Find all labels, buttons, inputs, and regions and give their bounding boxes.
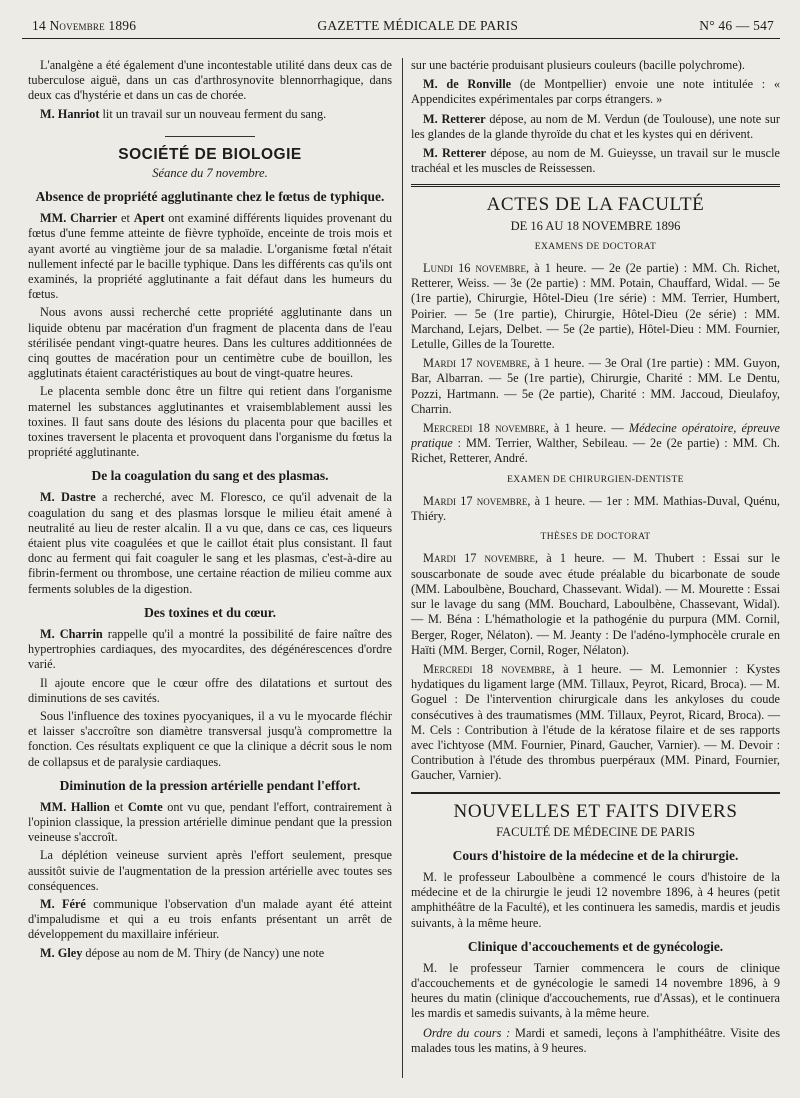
paragraph-text: à 1 heure. — M. Lemonnier : Kystes hydatiques du ligament large (MM. Tillaux, Peyrot, Ricard, Broca). — M. Goguel : De l'intervention chirurgicale dans les ankyloses du coude consécutives à des traumatismes (MM. Tillaux, Peyrot, Ricard, Broca). — M. Cels : Contribution à l'étude de la kératose filaire et de ses rapports avec l'ichtyose (MM. Fournier, Pinard, Gaucher, Varnier). — M. Devoir : Contribution à l'étude des thrombus puerpéraux (MM. Pinard, Fournier, Gaucher, Varnier). xyxy=(411,661,780,783)
paragraph xyxy=(411,77,780,107)
paragraph-text: : MM. Terrier, Walther, Sebileau. — 2e (2e partie) : MM. Ch. Richet, Retterer, André. xyxy=(411,436,780,466)
paragraph xyxy=(411,662,780,784)
day-label: Mardi 17 novembre, xyxy=(423,356,531,371)
seance-date: Séance du 7 novembre. xyxy=(152,166,268,181)
paragraph: M. le professeur Tarnier commencera le cours de clinique d'accouchements et de gynécologie le samedi 14 novembre 1896, à 9 heures du matin (clinique d'accouchements, rue d'Assas), et le continuera les mardis et samedis suivants, à la même heure. xyxy=(411,960,780,1021)
day-label: Mardi 17 novembre, xyxy=(423,551,539,566)
paragraph-text: rappelle qu'il a montré la possibilité de faire naître des hypertrophies cardiaques, des myocardites, des dégénérescences d'ordre varié. xyxy=(28,626,393,672)
paragraph: sur une bactérie produisant plusieurs couleurs (bacille polychrome). xyxy=(411,58,745,72)
subsection-title: Des toxines et du cœur. xyxy=(144,604,276,620)
day-label: Mardi 17 novembre, xyxy=(423,493,531,508)
paragraph: La déplétion veineuse survient après l'effort seulement, presque aussitôt suivie de l'augmentation de la pression artérielle avec toutes ses conséquences. xyxy=(28,848,393,893)
paragraph-text: a recherché, avec M. Floresco, ce qu'il advenait de la coagulation du sang et des plasmas lorsque le milieu était amené à neutralité au lieu de rester alcalin. Il a vu que, dans ce cas, ces liqueurs étaient plus vite coagulées et que le caillot était plus consistant. Il faut donc au ferment qui fait coaguler le sang et les plasmas, c'est-à-dire au fibrin-ferment ou thrombose, une certaine réaction de milieu comme aux ferments solubles de la digestion. xyxy=(28,490,393,596)
columns xyxy=(28,58,780,1078)
header-number: N° 46 — 547 xyxy=(699,18,774,33)
paragraph xyxy=(28,897,392,943)
subsection-title: EXAMEN DE CHIRURGIEN-DENTISTE xyxy=(507,474,684,485)
paragraph-text: communique l'observation d'un malade ayant été atteint d'impaludisme et qui a eu trois enfants présentant un arrêt de développement du maxillaire inférieur. xyxy=(28,896,393,942)
paragraph: Nous avons aussi recherché cette propriété agglutinante dans un liquide obtenu par macération d'un fragment de placenta dans de l'eau stérilisée pendant vingt-quatre heures. Dans les cultures additionnées de cinq gouttes de macération pour un centimètre cube de bouillon, les agglutinats étaient caractéristiques au bout de vingt-quatre heures. xyxy=(28,305,393,381)
day-label: Mercredi 18 novembre, xyxy=(423,421,549,436)
paragraph-text: à 1 heure. — 1er : MM. Mathias-Duval, Quénu, Thiéry. xyxy=(411,493,780,524)
paragraph-text: à 1 heure. — M. Thubert : Essai sur le souscarbonate de soude avec étude préalable du bicarbonate de soude (MM. Laboulbène, Bouchard, Chassevant. Widal). — M. Mourette : Essai sur le lavage du sang (MM. Bouchard, Laboulbène, Chassevant, Widal). — M. Béna : L'hémathologie et la pathogénie du purpura (MM. Cornil, Berger, Roger, Nélaton). — M. Jeanty : De l'adéno-lymphocèle crurale en Haïti (MM. Berger, Cornil, Roger, Nélaton). xyxy=(411,551,780,657)
author-name: M. Retterer xyxy=(423,111,486,126)
paragraph-text: à 1 heure. — xyxy=(548,421,629,436)
subsection-title: De la coagulation du sang et des plasmas. xyxy=(91,468,329,484)
author-name: M. Gley xyxy=(40,945,83,960)
header-date: 14 Novembre 1896 xyxy=(32,18,137,33)
subsection-title: Clinique d'accouchements et de gynécologie. xyxy=(467,938,724,954)
subsection-title: Diminution de la pression artérielle pendant l'effort. xyxy=(59,777,361,793)
paragraph xyxy=(28,946,392,961)
paragraph: Sous l'influence des toxines pyocyaniques, il a vu le myocarde fléchir et laisser s'accroître son diamètre transversal jusqu'à compromettre la fonction. Ces résultats expliquent ce que la clinique a décrit sous le nom de collapsus et de paralysie cardiaques. xyxy=(28,708,393,769)
paragraph-text: lit un travail sur un nouveau ferment du sang. xyxy=(99,106,327,121)
header-title: GAZETTE MÉDICALE DE PARIS xyxy=(317,18,519,33)
day-label: Mercredi 18 novembre, xyxy=(423,661,555,676)
author-name: MM. Hallion xyxy=(40,799,110,814)
paragraph xyxy=(411,551,780,657)
author-name: MM. Charrier xyxy=(40,211,118,226)
paragraph xyxy=(28,107,392,122)
paragraph xyxy=(411,494,780,524)
paragraph: L'analgène a été également d'une incontestable utilité dans deux cas de tuberculose aiguë, dans un cas d'arthrosynovite blennorrhagique, dans deux cas d'hystérie et dans un cas de chorée. xyxy=(28,58,393,103)
paragraph xyxy=(28,211,392,302)
paragraph-text: à 1 heure. — 3e Oral (1re partie) : MM. Guyon, Bar, Albarran. — 5e (1re partie), Chirurgie, Charité : MM. Le Dentu, Pozzi, Hartmann. — 5e (2e partie), Charité : MM. Jaccoud, Dieulafoy, Charrin. xyxy=(411,356,780,416)
section-title: NOUVELLES ET FAITS DIVERS xyxy=(453,800,738,822)
conjunction: et xyxy=(117,211,134,226)
subsection-title: EXAMENS DE DOCTORAT xyxy=(534,241,657,252)
paragraph: Le placenta semble donc être un filtre qui retient dans l'organisme maternel les substances agglutinantes et vraisemblablement aussi les toxines. Il faut sans doute des lésions du placenta pour que bacilles et toxines traversent le placenta et provoquent dans l'organisme du fœtus la propriété agglutinante. xyxy=(28,384,393,460)
section-title: ACTES DE LA FACULTÉ xyxy=(486,194,705,216)
paragraph: Il ajoute encore que le cœur offre des dilatations et surtout des diminutions de ses cavités. xyxy=(28,675,393,705)
author-name: M. Retterer xyxy=(423,146,487,161)
paragraph xyxy=(411,261,780,352)
separator xyxy=(165,136,255,137)
paragraph-text: ont examiné différents liquides provenant du fœtus d'une femme atteinte de fièvre typhoïde, enceinte de trois mois et ayant avorté au vingtième jour de sa maladie. L'organisme fœtal n'était nullement infecté par le bacille typhique. Dans les différents cas qu'ils ont examinés, la propriété agglutinante a fait défaut dans les humeurs du fœtus. xyxy=(28,211,393,302)
paragraph xyxy=(411,1026,780,1056)
paragraph-text: dépose, au nom de M. Verdun (de Toulouse), une note sur les glandes de la glande thyroïde du chat et les kystes qui en dérivent. xyxy=(411,111,780,141)
paragraph-text: dépose, au nom de M. Guieysse, un travail sur le muscle trachéal et les muscles de Reissessen. xyxy=(411,146,780,176)
italic-text: Médecine opératoire, épreuve pratique xyxy=(411,421,780,451)
section-rule xyxy=(411,792,780,794)
italic-text: Ordre du cours : xyxy=(423,1025,511,1040)
page-header xyxy=(22,12,780,39)
left-column xyxy=(28,58,398,1078)
conjunction: et xyxy=(109,799,128,814)
author-name: M. Hanriot xyxy=(40,106,100,121)
paragraph-text: Mardi et samedi, leçons à l'amphithéâtre. Visite des malades tous les matins, à 9 heures. xyxy=(411,1025,780,1055)
section-title: SOCIÉTÉ DE BIOLOGIE xyxy=(118,145,302,163)
paragraph xyxy=(28,490,392,596)
day-label: Lundi 16 novembre, xyxy=(423,261,530,276)
author-name: M. de Ronville xyxy=(423,77,512,92)
section-date: DE 16 AU 18 NOVEMBRE 1896 xyxy=(510,218,681,233)
subsection-title: THÈSES DE DOCTORAT xyxy=(540,532,651,543)
paragraph xyxy=(28,627,392,673)
paragraph-text: (de Montpellier) envoie une note intitulée : « Appendicites expérimentales par corps étrangers. » xyxy=(411,77,780,107)
subsection-title: Absence de propriété agglutinante chez le fœtus de typhique. xyxy=(35,189,385,205)
paragraph-text: à 1 heure. — 2e (2e partie) : MM. Ch. Richet, Retterer, Weiss. — 3e (2e partie) : MM. Potain, Chauffard, Widal. — 5e (1re partie), Chirurgie, Hôtel-Dieu (1re série) : MM. Terrier, Humbert, Poirier. — 5e (1re partie), Chirurgie, Hôtel-Dieu (2e série) : MM. Marchand, Lejars, Delbet. — 5e (2e partie), Hôtel-Dieu : MM. Fournier, Letulle, Gilles de la Tourette. xyxy=(411,261,781,352)
author-name: Comte xyxy=(127,799,163,814)
paragraph xyxy=(28,800,392,846)
section-subtitle: FACULTÉ DE MÉDECINE DE PARIS xyxy=(496,824,695,839)
paragraph xyxy=(411,112,780,142)
right-column xyxy=(402,58,780,1078)
paragraph-text: ont vu que, pendant l'effort, contrairement à l'opinion classique, la pression artérielle diminue pendant que la pression veineuse s'accroît. xyxy=(28,799,393,845)
paragraph: M. le professeur Laboulbène a commencé le cours d'histoire de la médecine et de la chirurgie le jeudi 12 novembre 1896, à 4 heures (petit amphithéâtre de la Faculté), et les continuera les samedis, mardis et jeudis suivants, à la même heure. xyxy=(411,869,780,930)
subsection-title: Cours d'histoire de la médecine et de la chirurgie. xyxy=(452,847,739,863)
author-name: M. Charrin xyxy=(40,626,103,641)
section-rule xyxy=(411,184,780,187)
author-name: Apert xyxy=(133,211,165,226)
author-name: M. Féré xyxy=(40,896,86,911)
paragraph xyxy=(411,421,780,467)
paragraph-text: dépose au nom de M. Thiry (de Nancy) une note xyxy=(82,945,325,960)
author-name: M. Dastre xyxy=(40,490,96,505)
paragraph xyxy=(411,356,780,417)
paragraph xyxy=(411,146,780,176)
